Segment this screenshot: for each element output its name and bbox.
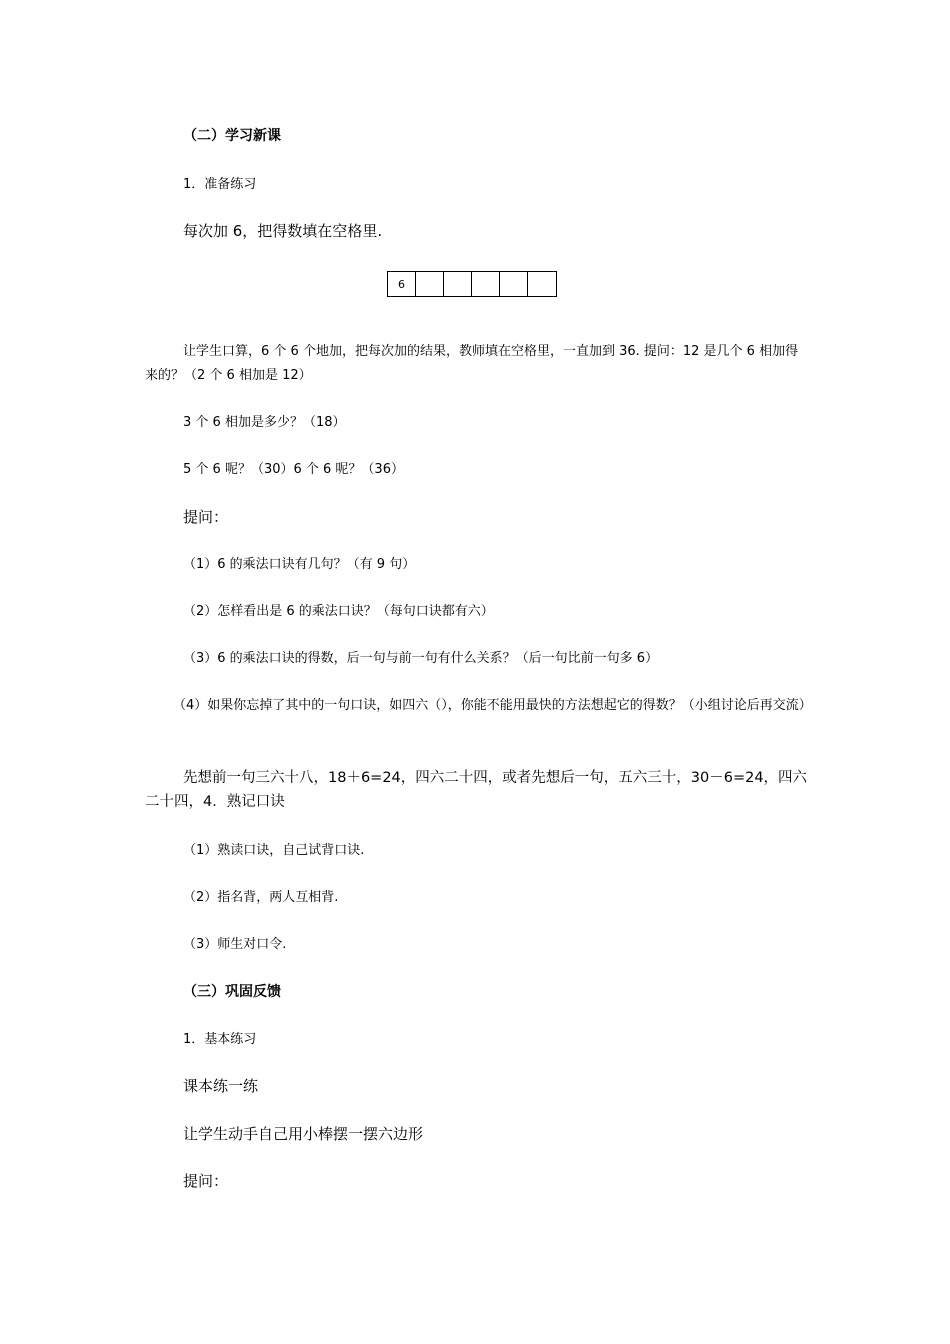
section-title-2: （二）学习新课 [183,128,281,144]
item-basic-practice: 1．基本练习 [183,1032,257,1047]
paragraph-textbook: 课本练一练 [183,1077,259,1095]
item-prep-practice: 1．准备练习 [183,177,257,192]
grid-cell [500,272,528,296]
paragraph-three-sixes: 3 个 6 相加是多少？（18） [183,415,346,430]
paragraph-hexagon: 让学生动手自己用小棒摆一摆六边形 [183,1125,424,1143]
question-4: （4）如果你忘掉了其中的一句口诀，如四六（），你能不能用最快的方法想起它的得数？（小组讨论后再交流） [173,698,812,713]
question-1: （1）6 的乘法口诀有几句？（有 9 句） [183,557,416,572]
recite-2: （2）指名背，两人互相背. [183,890,339,905]
grid-cell [472,272,500,296]
question-3: （3）6 的乘法口诀的得数，后一句与前一句有什么关系？（后一句比前一句多 6） [183,651,659,666]
paragraph-recall-method: 先想前一句三六十八，18＋6=24，四六二十四，或者先想后一句，五六三十，30－6=24，四六二十四，4．熟记口诀 [145,770,808,810]
grid-cell: 6 [388,272,416,296]
grid-cell [528,272,556,296]
question-2: （2）怎样看出是 6 的乘法口诀？（每句口诀都有六） [183,604,494,619]
paragraph-five-sixes: 5 个 6 呢？（30）6 个 6 呢？（36） [183,462,404,477]
number-grid [387,271,557,297]
instruction-add-six: 每次加 6，把得数填在空格里. [183,222,383,240]
paragraph-question-label-2: 提问： [183,1172,229,1190]
grid-cell [444,272,472,296]
paragraph-oral-calc: 让学生口算，6 个 6 个地加，把每次加的结果，教师填在空格里，一直加到 36. 提问：12 是几个 6 相加得来的？（2 个 6 相加是 12） [145,344,799,383]
recite-1: （1）熟读口诀，自己试背口诀. [183,843,365,858]
grid-cell [416,272,444,296]
paragraph-question-label: 提问： [183,508,229,526]
recite-3: （3）师生对口令. [183,937,287,952]
section-title-3: （三）巩固反馈 [183,984,281,1000]
